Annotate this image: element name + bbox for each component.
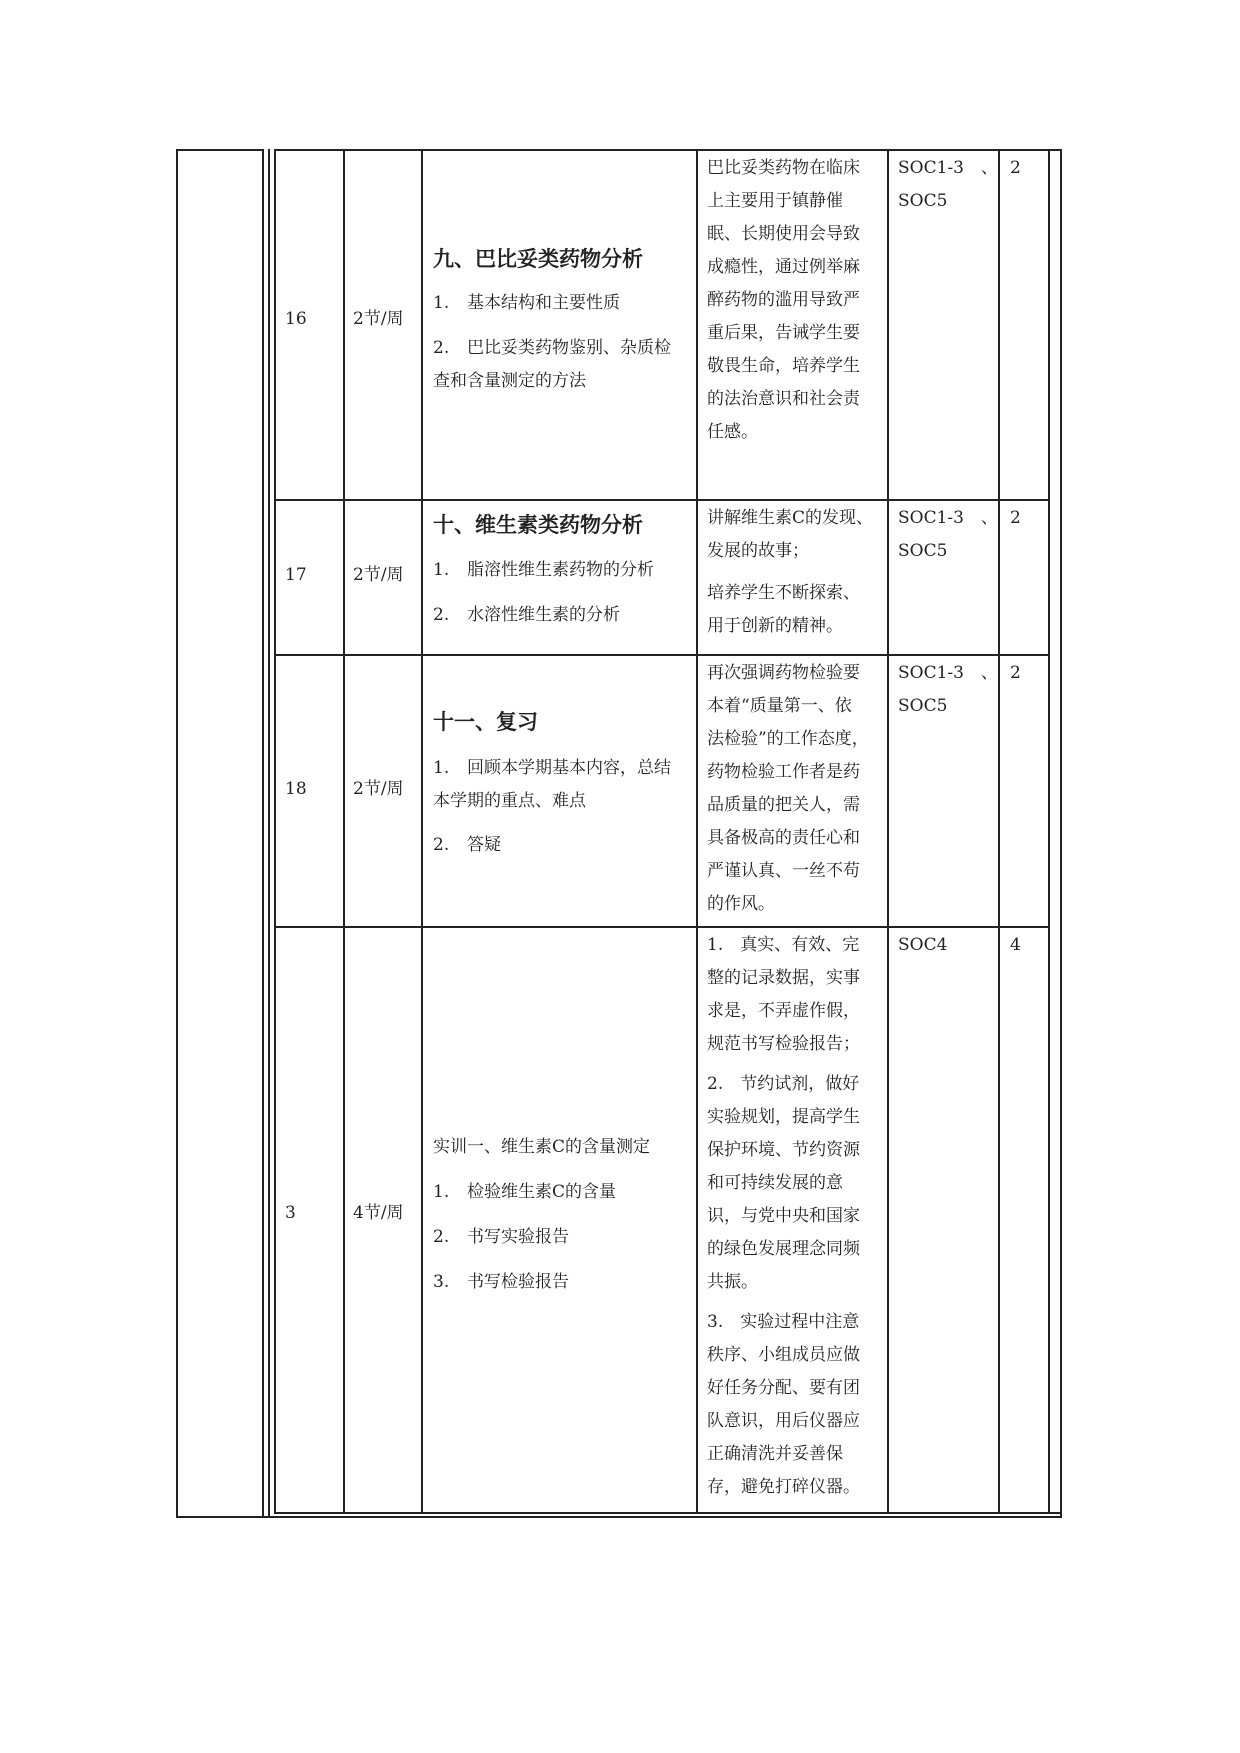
ideology-cell: 讲解维生素C的发现、 发展的故事；: [707, 508, 874, 561]
column-divider: [421, 149, 423, 1513]
row-divider: [274, 926, 1049, 928]
list-item: 1. 脂溶性维生素药物的分析: [433, 560, 654, 580]
soc-cell: SOC1-3 、 SOC5: [898, 508, 998, 561]
column-divider: [696, 149, 698, 1513]
column-divider: [343, 149, 345, 1513]
column-divider: [274, 149, 276, 1513]
table-top-border: [176, 149, 264, 151]
week-cell: 3: [285, 1203, 296, 1223]
hours-cell: 4节/周: [353, 1203, 404, 1223]
content-list: [433, 1176, 616, 1209]
credits-cell: 2: [1010, 158, 1021, 178]
content-list: [433, 287, 620, 320]
hours-cell: 2节/周: [353, 565, 404, 585]
table-bottom-border-inner: [274, 1512, 1061, 1514]
table-right-border: [1060, 149, 1062, 1517]
list-item: 1. 回顾本学期基本内容，总结: [433, 758, 671, 778]
row-divider: [274, 654, 1049, 656]
content-list: [433, 1221, 569, 1254]
list-item: 2. 书写实验报告: [433, 1227, 569, 1247]
list-item-continuation: 本学期的重点、难点: [433, 791, 586, 811]
week-cell: 16: [285, 309, 307, 329]
hours-cell: 2节/周: [353, 309, 404, 329]
content-title: 十一、复习: [433, 710, 538, 734]
content-list: [433, 554, 654, 587]
column-divider: [268, 149, 270, 1517]
soc-cell: SOC1-3 、 SOC5: [898, 663, 998, 716]
table-bottom-border: [176, 1516, 1062, 1518]
ideology-cell-2: 培养学生不断探索、 用于创新的精神。: [707, 583, 860, 636]
ideology-cell: 1. 真实、有效、完 整的记录数据，实事 求是，不弄虚作假， 规范书写检验报告；: [707, 935, 860, 1054]
week-cell: 17: [285, 565, 307, 585]
table-left-border: [176, 149, 178, 1517]
week-cell: 18: [285, 779, 307, 799]
soc-cell: SOC1-3 、 SOC5: [898, 158, 998, 211]
list-item: 2. 答疑: [433, 835, 501, 855]
content-list: [433, 332, 671, 398]
credits-cell: 2: [1010, 508, 1021, 528]
list-item: 1. 检验维生素C的含量: [433, 1182, 617, 1202]
content-list: [433, 752, 671, 818]
list-item: 3. 书写检验报告: [433, 1272, 569, 1292]
content-list: [433, 829, 501, 862]
ideology-cell-3: 3. 实验过程中注意 秩序、小组成员应做 好任务分配、要有团 队意识，用后仪器应 正确清洗并妥善保 存，避免打碎仪器。: [707, 1312, 860, 1497]
column-divider: [262, 149, 264, 1517]
content-title: 实训一、维生素C的含量测定: [433, 1137, 651, 1157]
column-divider: [887, 149, 889, 1513]
credits-cell: 2: [1010, 663, 1021, 683]
content-list: [433, 599, 620, 632]
content-title: 九、巴比妥类药物分析: [433, 247, 643, 271]
list-item-continuation: 查和含量测定的方法: [433, 371, 586, 391]
row-divider: [274, 499, 1049, 501]
ideology-cell: 再次强调药物检验要 本着“质量第一、依 法检验”的工作态度， 药物检验工作者是药 品质量的把关人，需 具备极高的责任心和 严谨认真、一丝不苟 的作风。: [707, 663, 869, 914]
list-item: 1. 基本结构和主要性质: [433, 293, 620, 313]
ideology-cell-2: 2. 节约试剂，做好 实验规划，提高学生 保护环境、节约资源 和可持续发展的意 识，与党中央和国家 的绿色发展理念同频 共振。: [707, 1074, 860, 1292]
soc-cell: SOC4: [898, 935, 948, 955]
column-divider: [1048, 149, 1050, 1513]
column-divider: [998, 149, 1000, 1513]
list-item: 2. 水溶性维生素的分析: [433, 605, 620, 625]
ideology-cell: 巴比妥类药物在临床 上主要用于镇静催 眠、长期使用会导致 成瘾性，通过例举麻 醉药物的滥用导致严 重后果，告诫学生要 敬畏生命，培养学生 的法治意识和社会责 任感。: [707, 158, 860, 442]
credits-cell: 4: [1010, 935, 1021, 955]
list-item: 2. 巴比妥类药物鉴别、杂质检: [433, 338, 671, 358]
content-list: [433, 1266, 569, 1299]
table-top-border: [274, 149, 1061, 151]
hours-cell: 2节/周: [353, 779, 404, 799]
content-title: 十、维生素类药物分析: [433, 513, 643, 537]
